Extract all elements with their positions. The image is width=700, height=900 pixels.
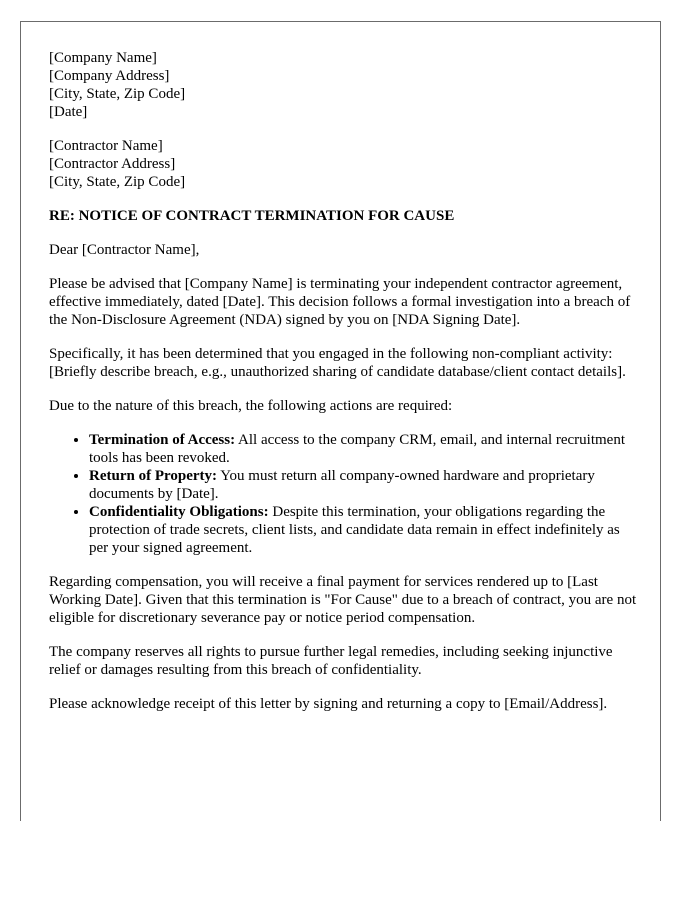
action-term: Termination of Access:: [89, 432, 236, 448]
action-text: Despite this termination, your obligations regarding the protection of trade secrets, client lists, and candidate data remain in effect indefinitely as per your signed agreement.: [89, 504, 620, 556]
list-item: [89, 467, 639, 503]
letter-date: [Date]: [49, 104, 88, 120]
list-item: [89, 503, 639, 557]
subject-line: RE: NOTICE OF CONTRACT TERMINATION FOR CAUSE: [49, 208, 455, 224]
paragraph-compensation: Regarding compensation, you will receive a final payment for services rendered up to [Last Working Date]. Given that this termination is "For Cause" due to a breach of contract, you are not eligible for discretionary severance pay or notice period compensation.: [49, 574, 637, 626]
required-actions-list: [49, 431, 639, 557]
letter-page: [20, 21, 661, 821]
sender-company-address: [Company Address]: [49, 68, 170, 84]
action-text: You must return all company-owned hardware and proprietary documents by [Date].: [89, 468, 595, 502]
list-item: [89, 431, 639, 467]
salutation: Dear [Contractor Name],: [49, 242, 200, 258]
paragraph-actions-intro: Due to the nature of this breach, the following actions are required:: [49, 398, 453, 414]
action-term: Confidentiality Obligations:: [89, 504, 269, 520]
paragraph-acknowledgement: Please acknowledge receipt of this letter by signing and returning a copy to [Email/Address].: [49, 696, 608, 712]
sender-city-state-zip: [City, State, Zip Code]: [49, 86, 186, 102]
recipient-block: [49, 137, 639, 191]
sender-block: [49, 49, 639, 121]
action-term: Return of Property:: [89, 468, 218, 484]
recipient-address: [Contractor Address]: [49, 156, 176, 172]
paragraph-legal-remedies: The company reserves all rights to pursue further legal remedies, including seeking injunctive relief or damages resulting from this breach of confidentiality.: [49, 644, 613, 678]
action-text: All access to the company CRM, email, and internal recruitment tools has been revoked.: [89, 432, 625, 466]
paragraph-breach-description: Specifically, it has been determined that you engaged in the following non-compliant activity: [Briefly describe breach, e.g., unauthorized sharing of candidate database/client contact details].: [49, 346, 626, 380]
letter-body: [49, 49, 639, 729]
sender-company-name: [Company Name]: [49, 50, 157, 66]
recipient-city-state-zip: [City, State, Zip Code]: [49, 174, 186, 190]
recipient-name: [Contractor Name]: [49, 138, 163, 154]
paragraph-termination-notice: Please be advised that [Company Name] is terminating your independent contractor agreement, effective immediately, dated [Date]. This decision follows a formal investigation into a breach of the Non-Disclosure Agreement (NDA) signed by you on [NDA Signing Date].: [49, 276, 631, 328]
